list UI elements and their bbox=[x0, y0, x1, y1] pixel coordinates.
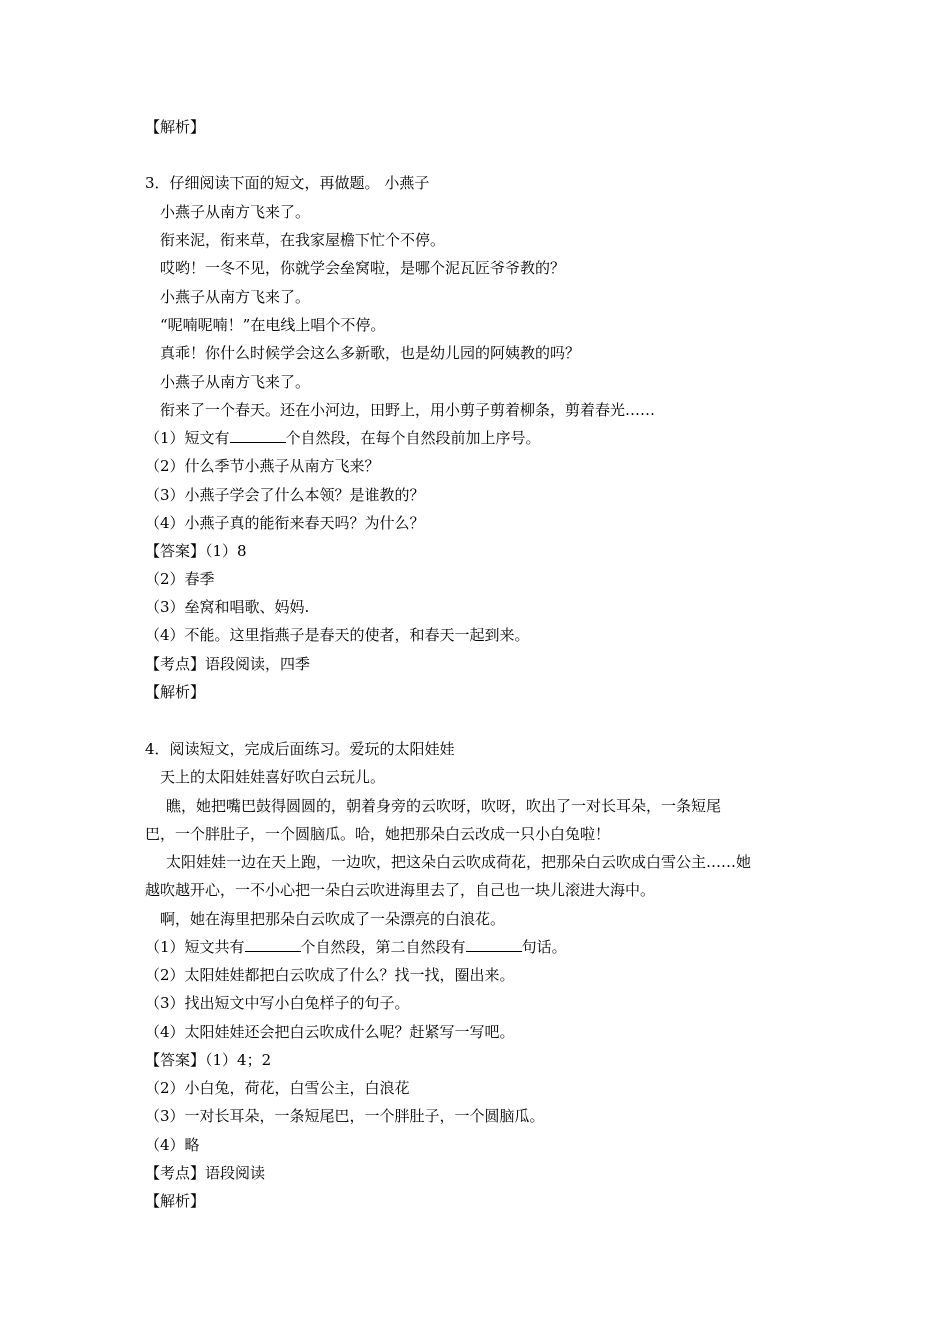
q4-question-4: （4）太阳娃娃还会把白云吹成什么呢？赶紧写一写吧。 bbox=[145, 1023, 515, 1041]
q3-question-2: （2）什么季节小燕子从南方飞来？ bbox=[145, 457, 380, 475]
q4-paragraph-4: 啊，她在海里把那朵白云吹成了一朵漂亮的白浪花。 bbox=[160, 910, 506, 928]
answer-blank[interactable] bbox=[245, 937, 301, 952]
q4-answer-4: （4）略 bbox=[145, 1136, 200, 1154]
q3-passage-line-1: 小燕子从南方飞来了。 bbox=[160, 203, 311, 221]
q3-answer-3: （3）垒窝和唱歌、妈妈. bbox=[145, 598, 310, 616]
q3-question-1-part-a: （1）短文有 bbox=[145, 429, 230, 447]
answer-blank[interactable] bbox=[230, 428, 286, 443]
q3-passage-line-2: 衔来泥，衔来草，在我家屋檐下忙个不停。 bbox=[160, 231, 446, 249]
q4-answer-1: 【答案】（1）4；2 bbox=[145, 1051, 272, 1069]
q3-passage-line-7: 小燕子从南方飞来了。 bbox=[160, 373, 311, 391]
q4-paragraph-2-line-2: 巴，一个胖肚子，一个圆脑瓜。哈，她把那朵白云改成一只小白兔啦！ bbox=[145, 825, 611, 843]
q4-question-3: （3）找出短文中写小白兔样子的句子。 bbox=[145, 994, 410, 1012]
q4-question-2: （2）太阳娃娃都把白云吹成了什么？找一找，圈出来。 bbox=[145, 966, 515, 984]
q4-paragraph-3-line-2: 越吹越开心，一不小心把一朵白云吹进海里去了，自己也一块儿滚进大海中。 bbox=[145, 881, 656, 899]
q3-title: 3．仔细阅读下面的短文，再做题。 小燕子 bbox=[145, 174, 430, 192]
q4-answer-3: （3）一对长耳朵，一条短尾巴，一个胖肚子，一个圆脑瓜。 bbox=[145, 1107, 545, 1125]
q4-question-1-part-b: 个自然段，第二自然段有 bbox=[300, 938, 466, 956]
analysis-label-top: 【解析】 bbox=[145, 118, 206, 136]
q4-answer-2: （2）小白兔，荷花，白雪公主，白浪花 bbox=[145, 1079, 410, 1097]
q4-question-1-part-c: 句话。 bbox=[521, 938, 567, 956]
q3-passage-line-4: 小燕子从南方飞来了。 bbox=[160, 288, 311, 306]
q4-question-1 bbox=[145, 937, 567, 957]
q4-kaodian: 【考点】语段阅读 bbox=[145, 1164, 266, 1182]
q3-passage-line-3: 哎哟！一冬不见，你就学会垒窝啦，是哪个泥瓦匠爷爷教的？ bbox=[160, 259, 566, 277]
q3-answer-1: 【答案】（1）8 bbox=[145, 542, 247, 560]
q4-paragraph-3-line-1: 太阳娃娃一边在天上跑，一边吹，把这朵白云吹成荷花，把那朵白云吹成白雪公主……她 bbox=[166, 853, 752, 871]
q3-passage-line-5: “呢喃呢喃！”在电线上唱个不停。 bbox=[160, 316, 386, 334]
q4-question-1-part-a: （1）短文共有 bbox=[145, 938, 245, 956]
q3-analysis: 【解析】 bbox=[145, 683, 206, 701]
q3-kaodian: 【考点】语段阅读，四季 bbox=[145, 655, 311, 673]
q3-question-3: （3）小燕子学会了什么本领？是谁教的？ bbox=[145, 486, 425, 504]
q3-question-4: （4）小燕子真的能衔来春天吗？为什么？ bbox=[145, 514, 425, 532]
q4-paragraph-2-line-1: 瞧，她把嘴巴鼓得圆圆的，朝着身旁的云吹呀，吹呀，吹出了一对长耳朵，一条短尾 bbox=[166, 797, 722, 815]
q3-passage-line-8: 衔来了一个春天。还在小河边，田野上，用小剪子剪着柳条，剪着春光…… bbox=[160, 401, 656, 419]
q4-analysis: 【解析】 bbox=[145, 1192, 206, 1210]
q4-paragraph-1: 天上的太阳娃娃喜好吹白云玩儿。 bbox=[160, 768, 386, 786]
q3-passage-line-6: 真乖！你什么时候学会这么多新歌，也是幼儿园的阿姨教的吗？ bbox=[160, 344, 581, 362]
q4-title: 4．阅读短文，完成后面练习。爱玩的太阳娃娃 bbox=[145, 740, 455, 758]
q3-question-1-part-b: 个自然段，在每个自然段前加上序号。 bbox=[285, 429, 541, 447]
q3-answer-2: （2）春季 bbox=[145, 570, 215, 588]
q3-question-1 bbox=[145, 428, 541, 448]
answer-blank[interactable] bbox=[466, 937, 522, 952]
q3-answer-4: （4）不能。这里指燕子是春天的使者，和春天一起到来。 bbox=[145, 626, 530, 644]
